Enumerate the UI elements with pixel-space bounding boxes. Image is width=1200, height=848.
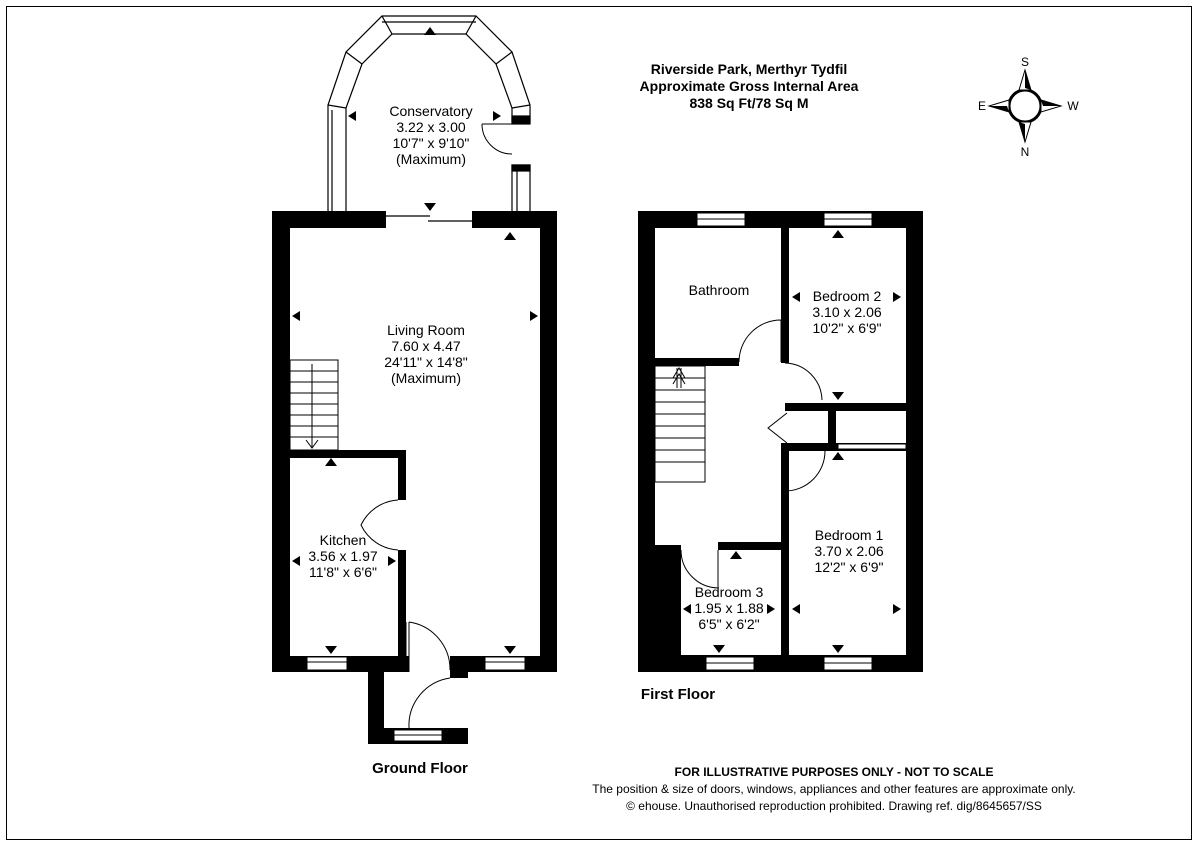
conservatory-label — [389, 103, 472, 167]
kitchen-label — [308, 532, 377, 580]
bedroom-1-label — [814, 527, 883, 575]
room-imperial: 24'11" x 14'8" — [384, 354, 468, 370]
first-floor-walls — [638, 211, 923, 672]
compass-rose — [978, 55, 1079, 159]
property-address: Riverside Park, Merthyr Tydfil — [650, 61, 848, 77]
copyright-text: © ehouse. Unauthorised reproduction prohibited. Drawing ref. dig/8645657/SS — [626, 799, 1042, 813]
ground-floor-stairs — [290, 360, 338, 450]
bedroom-3-label — [694, 584, 763, 632]
room-imperial: 11'8" x 6'6" — [309, 564, 377, 580]
room-metric: 3.10 x 2.06 — [812, 304, 882, 320]
first-floor-label: First Floor — [640, 686, 716, 703]
room-name: Bedroom 3 — [694, 584, 764, 600]
conservatory-door — [482, 124, 512, 154]
room-imperial: 6'5" x 6'2" — [698, 616, 760, 632]
compass-south-label: S — [1020, 55, 1030, 69]
disclaimer-title: FOR ILLUSTRATIVE PURPOSES ONLY - NOT TO SCALE — [674, 765, 994, 779]
first-floor-stairs — [655, 366, 705, 482]
area-title: Approximate Gross Internal Area — [639, 78, 859, 94]
room-name: Bathroom — [688, 282, 750, 298]
first-floor-plan — [638, 211, 923, 672]
area-value: 838 Sq Ft/78 Sq M — [689, 95, 809, 111]
ground-floor-label: Ground Floor — [372, 760, 468, 777]
room-name: Bedroom 2 — [812, 288, 882, 304]
room-name: Kitchen — [319, 532, 367, 548]
disclaimer-text: The position & size of doors, windows, appliances and other features are approximate only. — [592, 782, 1076, 796]
sliding-door — [386, 216, 472, 221]
room-imperial: 12'2" x 6'9" — [814, 559, 884, 575]
room-name: Conservatory — [389, 103, 473, 119]
room-metric: 3.70 x 2.06 — [814, 543, 884, 559]
bathroom-label — [689, 282, 750, 298]
room-imperial: 10'2" x 6'9" — [812, 320, 882, 336]
room-note: (Maximum) — [391, 370, 461, 386]
living-room-label — [384, 322, 468, 386]
header — [640, 61, 859, 111]
compass-west-label: W — [1067, 99, 1079, 113]
disclaimer — [592, 765, 1075, 813]
room-metric: 3.22 x 3.00 — [396, 119, 466, 135]
bedroom-2-label — [812, 288, 881, 336]
room-note: (Maximum) — [396, 151, 466, 167]
room-metric: 3.56 x 1.97 — [308, 548, 378, 564]
compass-north-label: N — [1020, 145, 1030, 159]
room-name: Living Room — [387, 322, 465, 338]
room-metric: 1.95 x 1.88 — [694, 600, 764, 616]
room-metric: 7.60 x 4.47 — [391, 338, 461, 354]
room-imperial: 10'7" x 9'10" — [392, 135, 470, 151]
compass-east-label: E — [977, 99, 987, 113]
room-name: Bedroom 1 — [814, 527, 884, 543]
